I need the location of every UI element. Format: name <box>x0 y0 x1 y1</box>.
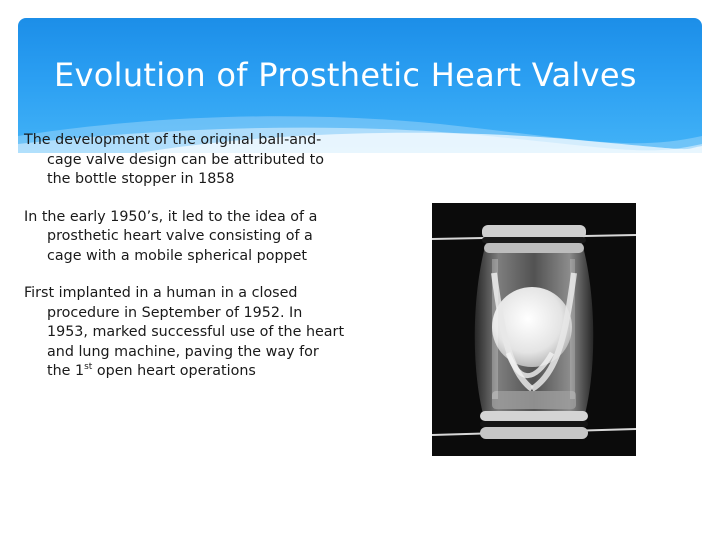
slide-title: Evolution of Prosthetic Heart Valves <box>54 56 637 94</box>
first-implant-text: First implanted in a human in a closed procedure in September of 1952. In 1953, marked successful use of the heart and lung machine, paving the way for the 1 <box>24 285 345 379</box>
ball-and-cage-valve-photo <box>432 203 636 456</box>
paragraph-first-implant <box>24 284 346 382</box>
first-implant-text-end: open heart operations <box>92 363 256 379</box>
slide-body <box>24 131 346 400</box>
paragraph-1950s-idea: In the early 1950’s, it led to the idea of a prosthetic heart valve consisting of a cage with a mobile spherical poppet <box>24 208 318 264</box>
paragraph-ball-and-cage-origin: The development of the original ball-and-cage valve design can be attributed to the bottle stopper in 1858 <box>24 132 324 187</box>
ordinal-suffix: st <box>84 362 93 373</box>
